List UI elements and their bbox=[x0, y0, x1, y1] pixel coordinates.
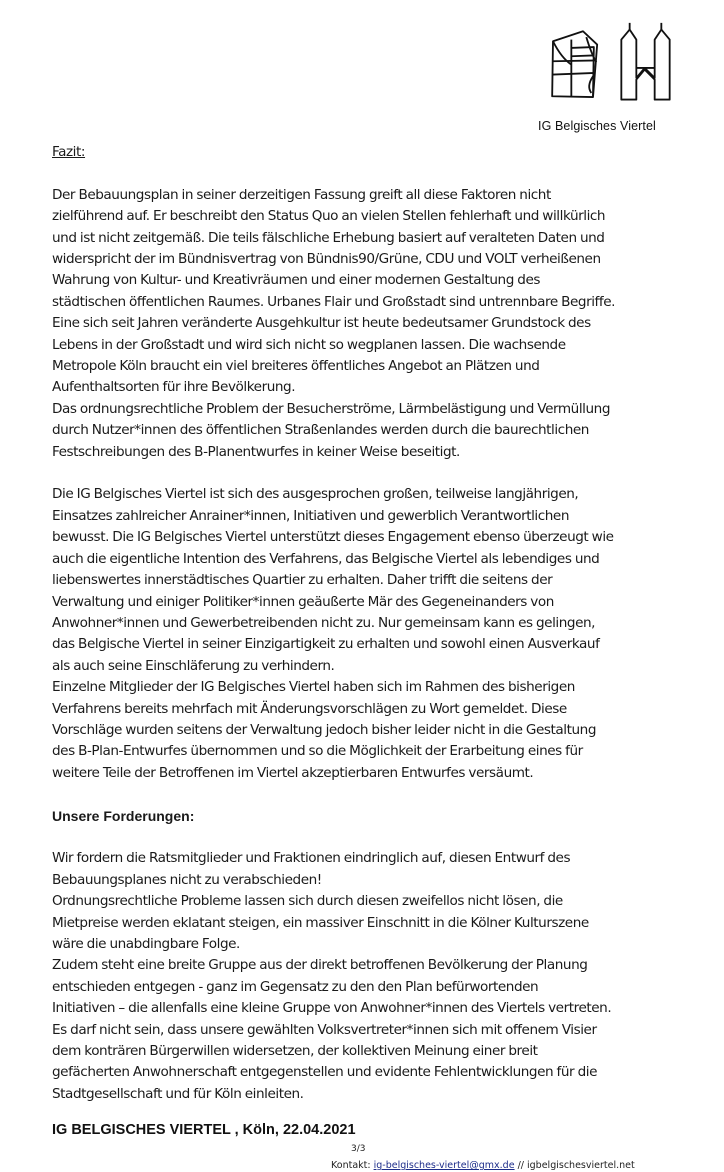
logo-caption: IG Belgisches Viertel bbox=[538, 119, 656, 133]
text-line: Ordnungsrechtliche Probleme lassen sich durch diesen zweifellos nicht lösen, die bbox=[52, 893, 563, 910]
text-line: Anwohner*innen und Gewerbetreibenden nicht zu. Nur gemeinsam kann es gelingen, bbox=[52, 614, 596, 631]
text-line: Einsatzes zahlreicher Anrainer*innen, Initiativen und gewerblich Verantwortlichen bbox=[52, 507, 570, 524]
text-line: Zudem steht eine breite Gruppe aus der direkt betroffenen Bevölkerung der Planung bbox=[52, 957, 588, 974]
ig-belgisches-viertel-logo bbox=[528, 14, 678, 106]
text-line: liebenswertes innerstädtisches Quartier zu erhalten. Daher trifft die seitens der bbox=[52, 572, 553, 589]
text-line: durch Nutzer*innen des öffentlichen Straßenlandes werden durch die baurechtlichen bbox=[52, 422, 589, 439]
contact-footer bbox=[331, 1159, 720, 1172]
section-title-fazit: Fazit: bbox=[52, 144, 86, 160]
paragraph-ig-engagement bbox=[52, 484, 720, 784]
text-line: Initiativen – die allenfalls eine kleine Gruppe von Anwohner*innen des Viertels vertreten. bbox=[52, 1000, 612, 1017]
text-line: städtischen öffentlichen Raumes. Urbanes Flair und Großstadt sind untrennbare Begriffe. bbox=[52, 293, 616, 310]
text-line: Das ordnungsrechtliche Problem der Besucherströme, Lärmbelästigung und Vermüllung bbox=[52, 400, 611, 417]
text-line: dem konträren Bürgerwillen widersetzen, der kollektiven Meinung einer breit bbox=[52, 1043, 538, 1059]
text-line: Metropole Köln braucht ein viel breiteres öffentliches Angebot an Plätzen und bbox=[52, 358, 540, 375]
text-line: Es darf nicht sein, dass unsere gewählten Volksvertreter*innen sich mit offenem Visier bbox=[52, 1021, 597, 1038]
text-line: Stadtgesellschaft und für Köln einleiten. bbox=[52, 1085, 304, 1102]
text-line: Die IG Belgisches Viertel ist sich des ausgesprochen großen, teilweise langjährigen, bbox=[52, 486, 579, 503]
text-line: gefächerten Anwohnerschaft entgegenstellen und evidente Fehlentwicklungen für die bbox=[52, 1064, 597, 1081]
cathedral-icon bbox=[621, 23, 669, 100]
text-line: Bebauungsplanes nicht zu verabschieden! bbox=[52, 871, 322, 888]
text-line: Festschreibungen des B-Planentwurfes in keiner Weise beseitigt. bbox=[52, 443, 460, 460]
contact-label: Kontakt: bbox=[331, 1160, 374, 1172]
text-line: weitere Teile der Betroffenen im Viertel akzeptierbaren Entwurfes versäumt. bbox=[52, 764, 534, 781]
page-column bbox=[52, 142, 720, 1172]
house-grid-icon bbox=[552, 31, 597, 97]
text-line: bewusst. Die IG Belgisches Viertel unterstützt dieses Engagement ebenso überzeugt wie bbox=[52, 529, 614, 546]
text-line: Aufenthaltsorten für ihre Bevölkerung. bbox=[52, 379, 296, 396]
signature-line: IG BELGISCHES VIERTEL , Köln, 22.04.2021 bbox=[52, 1122, 356, 1139]
contact-separator: // bbox=[514, 1160, 528, 1172]
text-line: und ist nicht zeitgemäß. Die teils fälschliche Erhebung basiert auf veralteten Daten und bbox=[52, 229, 605, 246]
text-line: des B-Plan-Entwurfes übernommen und so die Möglichkeit der Erarbeitung eines für bbox=[52, 743, 583, 760]
text-line: Verfahrens bereits mehrfach mit Änderungsvorschlägen zu Wort gemeldet. Diese bbox=[52, 700, 567, 717]
document-body bbox=[52, 142, 720, 1105]
text-line: Einzelne Mitglieder der IG Belgisches Viertel haben sich im Rahmen des bisherigen bbox=[52, 679, 575, 696]
text-line: widerspricht der im Bündnisvertrag von Bündnis90/Grüne, CDU und VOLT verheißenen bbox=[52, 251, 601, 268]
text-line: entschieden entgegen - ganz im Gegensatz zu den den Plan befürwortenden bbox=[52, 978, 539, 995]
section-title-demands: Unsere Forderungen: bbox=[52, 807, 195, 824]
text-line: Eine sich seit Jahren veränderte Ausgehkultur ist heute bedeutsamer Grundstock des bbox=[52, 315, 591, 332]
text-line: Verwaltung und einiger Politiker*innen geäußerte Mär des Gegeneinanders von bbox=[52, 593, 554, 610]
contact-email-link[interactable]: ig-belgisches-viertel@gmx.de bbox=[373, 1160, 515, 1172]
paragraph-demands bbox=[52, 848, 720, 1105]
contact-website: igbelgischesviertel.net bbox=[527, 1160, 635, 1172]
paragraph-fazit bbox=[52, 185, 720, 463]
text-line: wäre die unabdingbare Folge. bbox=[52, 935, 240, 952]
text-line: zielführend auf. Er beschreibt den Status Quo an vielen Stellen fehlerhaft und willkürlich bbox=[52, 208, 606, 225]
page-number: 3/3 bbox=[351, 1144, 366, 1155]
text-line: Wahrung von Kultur- und Kreativräumen und einer modernen Gestaltung des bbox=[52, 272, 540, 289]
text-line: das Belgische Viertel in seiner Einzigartigkeit zu erhalten und sowohl einen Ausverkauf bbox=[52, 636, 600, 653]
text-line: als auch seine Einschläferung zu verhindern. bbox=[52, 657, 335, 674]
text-line: Vorschläge wurden seitens der Verwaltung jedoch bisher leider nicht in die Gestaltung bbox=[52, 721, 597, 738]
text-line: Wir fordern die Ratsmitglieder und Fraktionen eindringlich auf, diesen Entwurf des bbox=[52, 850, 571, 867]
text-line: Lebens in der Großstadt und wird sich nicht so wegplanen lassen. Die wachsende bbox=[52, 336, 566, 353]
text-line: Der Bebauungsplan in seiner derzeitigen Fassung greift all diese Faktoren nicht bbox=[52, 186, 551, 203]
text-line: Mietpreise werden eklatant steigen, ein massiver Einschnitt in die Kölner Kulturszene bbox=[52, 914, 589, 931]
text-line: auch die eigentliche Intention des Verfahrens, das Belgische Viertel als lebendiges und bbox=[52, 550, 600, 567]
